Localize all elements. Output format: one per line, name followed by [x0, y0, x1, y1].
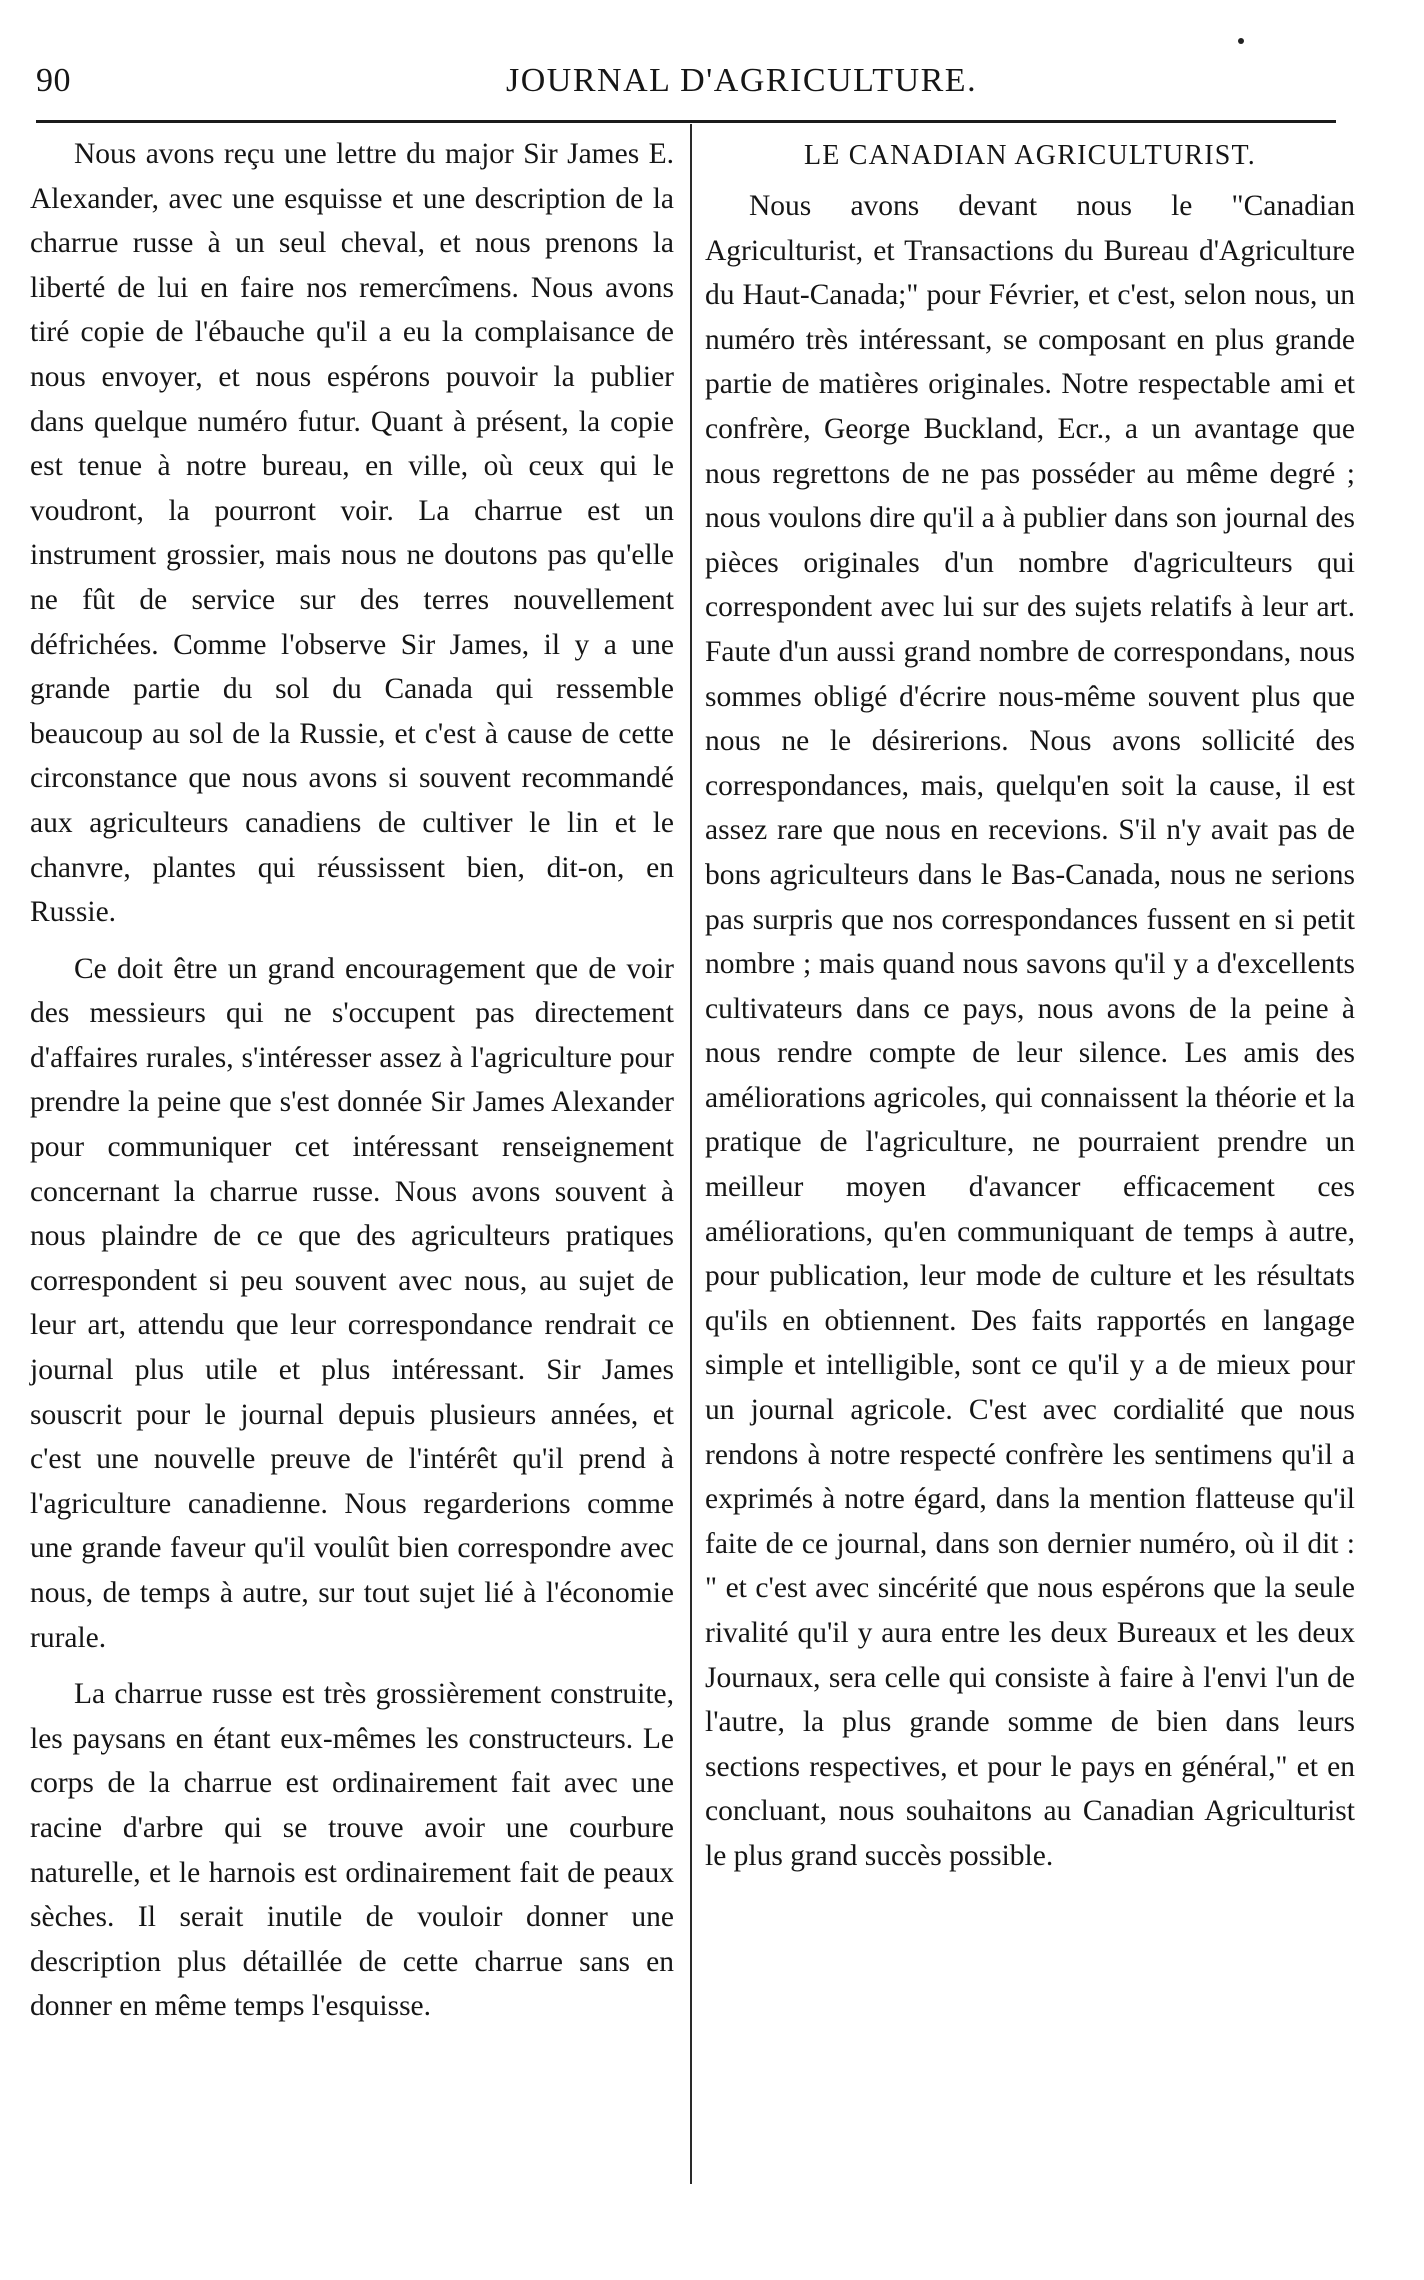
paragraph-canadian-agriculturist: Nous avons devant nous le "Canadian Agriculturist, et Transactions du Bureau d'Agriculture du Haut-Canada;" pour Février, et c'est, selon nous, un numéro très intéressant, se composant en plus grande partie de matières originales. Notre respectable ami et confrère, George Buckland, Ecr., a un avantage que nous regrettons de ne pas posséder au même degré ; nous voulons dire qu'il a à publier dans son journal des pièces originales d'un nombre d'agriculteurs qui correspondent avec lui sur des sujets relatifs à leur art. Faute d'un aussi grand nombre de correspondans, nous sommes obligé d'écrire nous-même souvent plus que nous ne le désirerions. Nous avons sollicité des correspondances, mais, quelqu'en soit la cause, il est assez rare que nous en recevions. S'il n'y avait pas de bons agriculteurs dans le Bas-Canada, nous ne serions pas surpris que nos correspondances fussent en si petit nombre ; mais quand nous savons qu'il y a d'excellents cultivateurs dans ce pays, nous avons de la peine à nous rendre compte de leur silence. Les amis des améliorations agricoles, qui connaissent la théorie et la pratique de l'agriculture, ne pourraient prendre un meilleur moyen d'avancer efficacement ces améliorations, qu'en communiquant de temps à autre, pour publication, leur mode de culture et les résultats qu'ils en obtiennent. Des faits rapportés en langage simple et intelligible, sont ce qu'il y a de mieux pour un journal agricole. C'est avec cordialité que nous rendons à notre respecté confrère les sentimens qu'il a exprimés à notre égard, dans la mention flatteuse qu'il faite de ce journal, dans son dernier numéro, où il dit : " et c'est avec sincérité que nous espérons que la seule rivalité qu'il y aura entre les deux Bureaux et les deux Journaux, sera celle qui consiste à faire à l'envi l'un de l'autre, la plus grande somme de bien dans leurs sections respectives, et pour le pays en général," et en concluant, nous souhaitons au Canadian Agriculturist le plus grand succès possible.: [705, 190, 1355, 1872]
column-divider: [690, 124, 692, 2184]
running-title: JOURNAL D'AGRICULTURE.: [506, 62, 978, 99]
paragraph-construction: La charrue russe est très grossièrement construite, les paysans en étant eux-mêmes les constructeurs. Le corps de la charrue est ordinairement fait avec une racine d'arbre qui se trouve avoir une courbure naturelle, et le harnois est ordinairement fait de peaux sèches. Il serait inutile de vouloir donner une description plus détaillée de cette charrue sans en donner en même temps l'esquisse.: [30, 1678, 674, 2023]
print-speck: [1238, 38, 1244, 44]
left-column: [30, 130, 674, 2041]
page-number: 90: [36, 62, 71, 99]
header-rule: [36, 120, 1336, 123]
section-heading: LE CANADIAN AGRICULTURIST.: [804, 140, 1256, 171]
page-header: [36, 56, 1336, 108]
right-column: [705, 130, 1355, 1891]
paragraph-encouragement: Ce doit être un grand encouragement que de voir des messieurs qui ne s'occupent pas directement d'affaires rurales, s'intéresser assez à l'agriculture pour prendre la peine que s'est donnée Sir James Alexander pour communiquer cet intéressant renseignement concernant la charrue russe. Nous avons souvent à nous plaindre de ce que des agriculteurs pratiques correspondent si peu souvent avec nous, au sujet de leur art, attendu que leur correspondance rendrait ce journal plus utile et plus intéressant. Sir James souscrit pour le journal depuis plusieurs années, et c'est une nouvelle preuve de l'intérêt qu'il prend à l'agriculture canadienne. Nous regarderions comme une grande faveur qu'il voulût bien correspondre avec nous, de temps à autre, sur tout sujet lié à l'économie rurale.: [30, 952, 674, 1654]
paragraph-charrue-russe-letter: Nous avons reçu une lettre du major Sir James E. Alexander, avec une esquisse et une description de la charrue russe à un seul cheval, et nous prenons la liberté de lui en faire nos remercîmens. Nous avons tiré copie de l'ébauche qu'il a eu la complaisance de nous envoyer, et nous espérons pouvoir la publier dans quelque numéro futur. Quant à présent, la copie est tenue à notre bureau, en ville, où ceux qui le voudront, la pourront voir. La charrue est un instrument grossier, mais nous ne doutons pas qu'elle ne fût de service sur des terres nouvellement défrichées. Comme l'observe Sir James, il y a une grande partie du sol du Canada qui ressemble beaucoup au sol de la Russie, et c'est à cause de cette circonstance que nous avons si souvent recommandé aux agriculteurs canadiens de cultiver le lin et le chanvre, plantes qui réussissent bien, dit-on, en Russie.: [30, 138, 674, 929]
